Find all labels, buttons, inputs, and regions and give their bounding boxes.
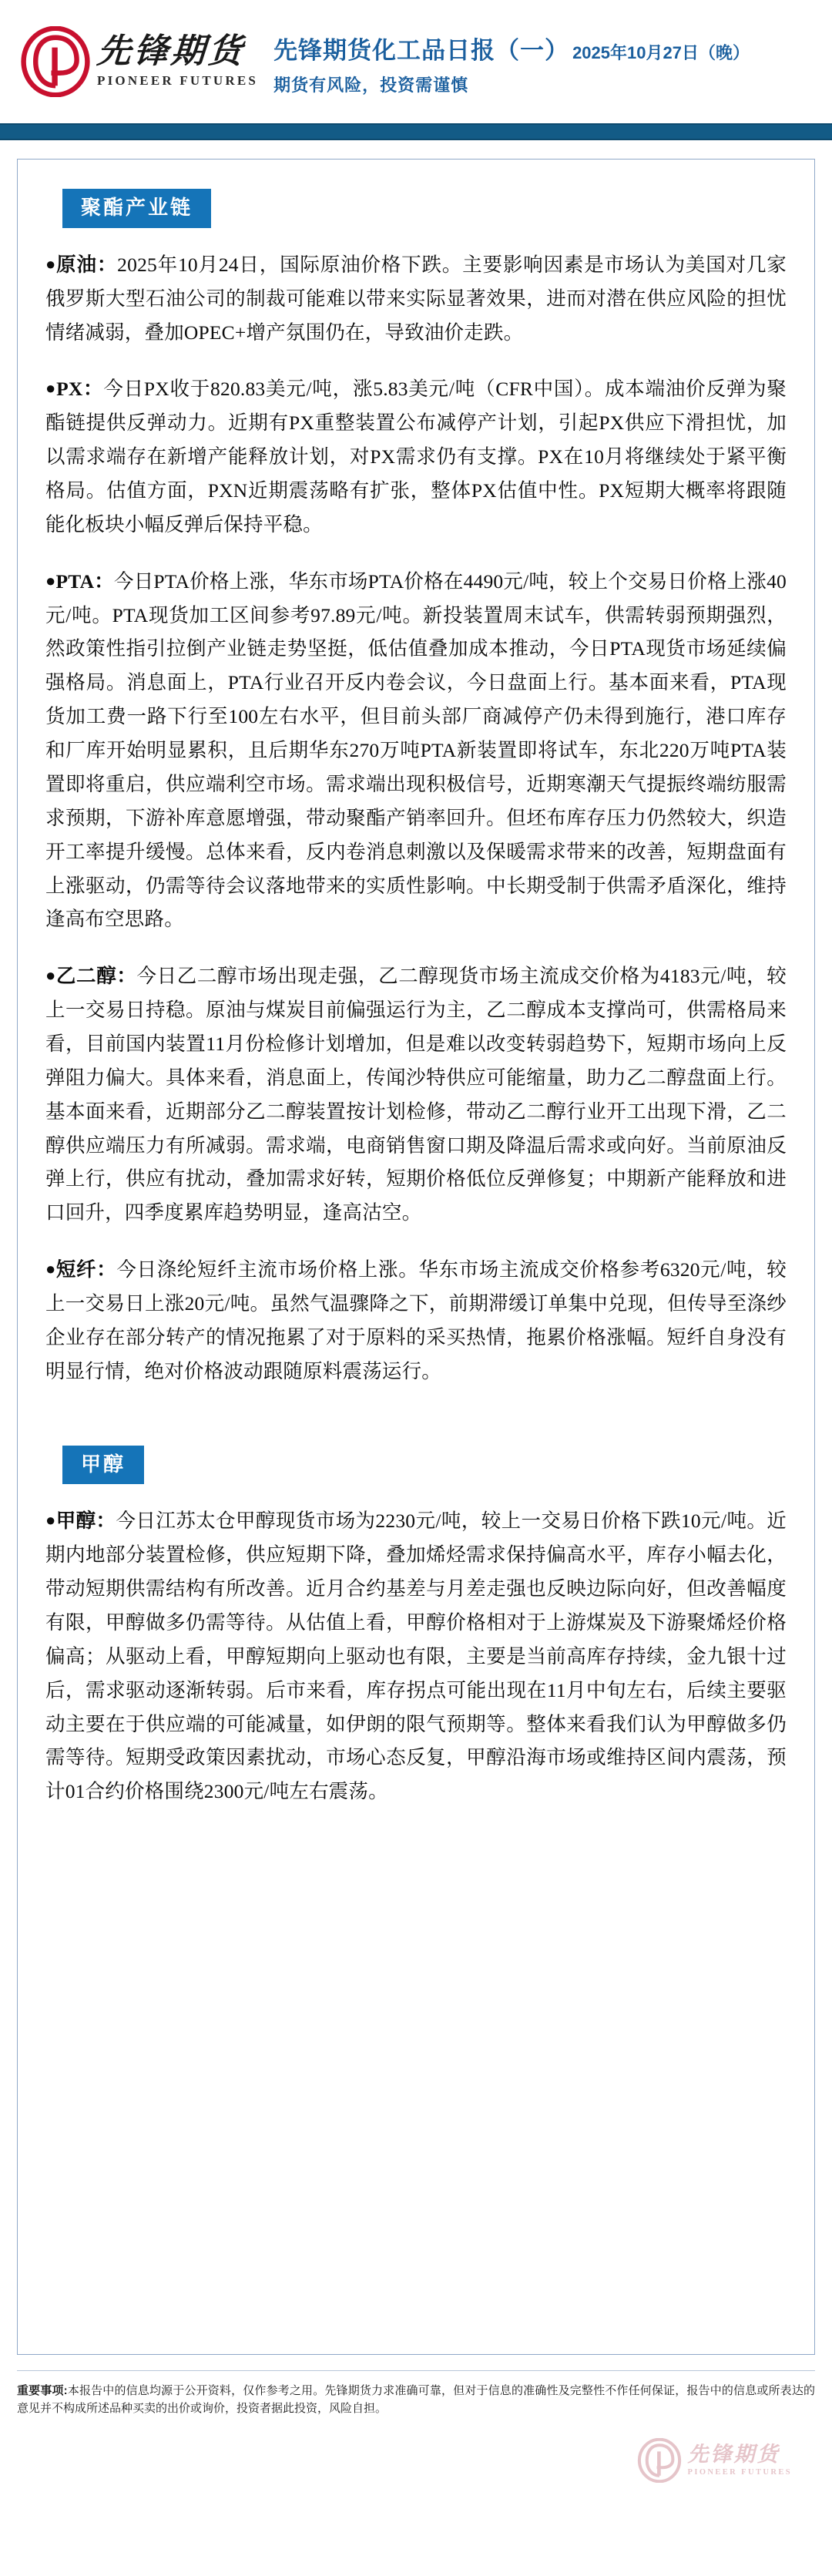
brand-name-en: PIONEER FUTURES [97,72,259,88]
document-title-block [273,28,750,96]
footer-brand-logo [637,2438,792,2483]
item-lead-label: 乙二醇： [55,965,137,988]
footer-brand-name-cn: 先锋期货 [687,2443,780,2467]
disclaimer-label: 重要事项: [17,2384,68,2397]
risk-warning-subtitle: 期货有风险，投资需谨慎 [273,75,469,95]
item-body-text: 今日乙二醇市场出现走强，乙二醇现货市场主流成交价格为4183元/吨，较上一交易日持稳。原油与煤炭目前偏强运行为主，乙二醇成本支撑尚可，供需格局来看，目前国内装置11月份检修计划增加，但是难以改变转弱趋势下，短期市场向上反弹阻力偏大。具体来看，消息面上，传闻沙特供应可能缩量，助力乙二醇盘面上行。基本面来看，近期部分乙二醇装置按计划检修，带动乙二醇行业开工出现下滑，乙二醇供应端压力有所减弱。需求端，电商销售窗口期及降温后需求或向好。当前原油反弹上行，供应有扰动，叠加需求好转，短期价格低位反弹修复；中期新产能释放和进口回升，四季度累库趋势明显，逢高沽空。 [45,965,787,1224]
report-item-px [45,372,787,541]
report-item-methanol [45,1504,787,1809]
footer-brand-name-en: PIONEER FUTURES [687,2467,792,2477]
pioneer-futures-watermark-icon [637,2438,682,2483]
section-badge-methanol: 甲醇 [62,1446,144,1485]
item-lead-label: PTA： [55,569,114,593]
page-body [0,140,832,2355]
brand-wordmark [96,32,259,89]
item-lead-label: 甲醇： [55,1510,116,1533]
masthead [0,0,832,123]
header-divider-bar [0,123,832,140]
report-item-crude-oil [45,248,787,350]
section-badge-polyester: 聚酯产业链 [62,189,211,228]
item-body-text: 今日PX收于820.83美元/吨，涨5.83美元/吨（CFR中国）。成本端油价反弹为聚酯链提供反弹动力。近期有PX重整装置公布减停产计划，引起PX供应下滑担忧，加以需求端存在新增产能释放计划，对PX需求仍有支撑。PX在10月将继续处于紧平衡格局。估值方面，PXN近期震荡略有扩张，整体PX估值中性。PX短期大概率将跟随能化板块小幅反弹后保持平稳。 [45,378,787,536]
bullet-icon: ● [45,1510,56,1530]
disclaimer-text: 本报告中的信息均源于公开资料，仅作参考之用。先锋期货力求准确可靠，但对于信息的准确性及完整性不作任何保证，报告中的信息或所表达的意见并不构成所述品种买卖的出价或询价，投资者据此投资，风险自担。 [17,2384,816,2416]
bullet-icon: ● [45,1259,56,1279]
brand-logo [20,26,270,97]
footer-divider [17,2370,815,2371]
page-title: 先锋期货化工品日报（一） [273,36,570,64]
report-item-pta [45,565,787,936]
bullet-icon: ● [45,966,56,986]
bullet-icon: ● [45,254,57,274]
item-body-text: 2025年10月24日，国际原油价格下跌。主要影响因素是市场认为美国对几家俄罗斯大型石油公司的制裁可能难以带来实际显著效果，进而对潜在供应风险的担忧情绪减弱，叠加OPEC+增产氛围仍在，导致油价走跌。 [45,253,787,344]
item-body-text: 今日涤纶短纤主流市场价格上涨。华东市场主流成交价格参考6320元/吨，较上一交易日上涨20元/吨。虽然气温骤降之下，前期滞缓订单集中兑现，但传导至涤纱企业存在部分转产的情况拖累了对于原料的采买热情，拖累价格涨幅。短纤自身没有明显行情，绝对价格波动跟随原料震荡运行。 [45,1258,787,1382]
report-date: 2025年10月27日（晚） [572,42,750,62]
bullet-icon: ● [45,570,56,590]
item-body-text: 今日PTA价格上涨，华东市场PTA价格在4490元/吨，较上个交易日价格上涨40元/吨。PTA现货加工区间参考97.89元/吨。新投装置周末试车，供需转弱预期强烈，然政策性指引拉倒产业链走势坚挺，低估值叠加成本推动，今日PTA现货市场延续偏强格局。消息面上，PTA行业召开反内卷会议，今日盘面上行。基本面来看，PTA现货加工费一路下行至100左右水平，但目前头部厂商减停产仍未得到施行，港口库存和厂库开始明显累积，且后期华东270万吨PTA新装置即将试车，东北220万吨PTA装置即将重启，供应端利空市场。需求端出现积极信号，近期寒潮天气提振终端纺服需求预期，下游补库意愿增强，带动聚酯产销率回升。但坯布库存压力仍然较大，织造开工率提升缓慢。总体来看，反内卷消息刺激以及保暖需求带来的改善，短期盘面有上涨驱动，仍需等待会议落地带来的实质性影响。中长期受制于供需矛盾深化，维持逢高布空思路。 [45,569,787,931]
item-lead-label: 短纤： [55,1258,117,1281]
report-item-meg [45,959,787,1230]
item-lead-label: PX： [56,378,104,401]
footer-wordmark [688,2443,792,2476]
brand-name-cn: 先锋期货 [96,32,247,71]
footer-logo-area [0,2418,832,2509]
item-lead-label: 原油： [56,253,118,276]
item-body-text: 今日江苏太仓甲醇现货市场为2230元/吨，较上一交易日价格下跌10元/吨。近期内地部分装置检修，供应短期下降，叠加烯烃需求保持偏高水平，库存小幅去化，带动短期供需结构有所改善。近月合约基差与月差走强也反映边际向好，但改善幅度有限，甲醇做多仍需等待。从估值上看，甲醇价格相对于上游煤炭及下游聚烯烃价格偏高；从驱动上看，甲醇短期向上驱动也有限，主要是当前高库存持续，金九银十过后，需求驱动逐渐转弱。后市来看，库存拐点可能出现在11月中旬左右，后续主要驱动主要在于供应端的可能减量，如伊朗的限气预期等。整体来看我们认为甲醇做多仍需等待。短期受政策因素扰动，市场心态反复，甲醇沿海市场或维持区间内震荡，预计01合约价格围绕2300元/吨左右震荡。 [45,1510,787,1803]
pioneer-futures-logo-icon [20,26,91,97]
disclaimer [17,2382,815,2418]
report-content-card [17,159,815,2355]
bullet-icon: ● [45,378,57,398]
report-item-staple-fiber [45,1253,787,1388]
